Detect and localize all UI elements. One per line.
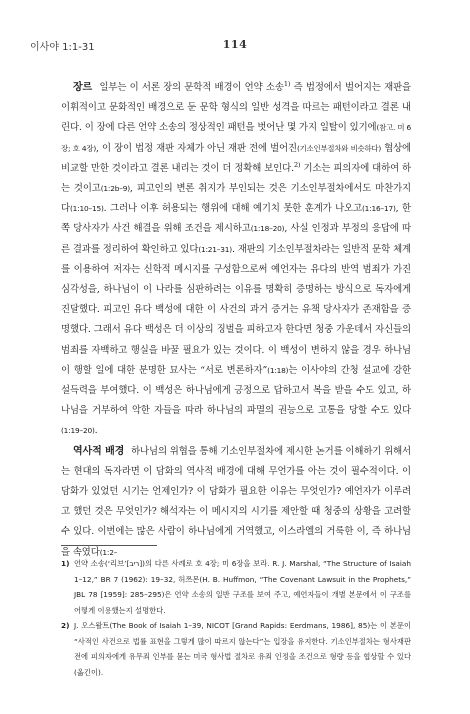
- paragraph-text: . 그러나 이후 허용되는 행위에 대해 예기치 못한 훈계가 나오고: [103, 203, 362, 215]
- footnote-marker[interactable]: 2): [293, 160, 301, 169]
- scripture-reference: (1:18): [267, 365, 289, 375]
- scripture-reference: (1:18–20): [250, 224, 285, 234]
- scripture-reference: (1:21–31): [198, 244, 232, 254]
- paragraph-text: 는 이사야의 간청 설교에 강한 설득력을 부여했다. 이 백성은 하나님에게 긍정으로 답하고서 복을 받을 수도 있고, 하나님을 거부하여 악한 자들을 따라 하나님의 파멸의 권능으로 고통을 당할 수도 있다: [61, 364, 412, 417]
- paragraph-text: , 한쪽 당사자가 사건 해결을 위해 조건을 제시하고: [61, 203, 411, 235]
- paragraph-text: 일부는 이 서론 장의 문학적 배경이 언약 소송: [99, 82, 284, 93]
- scripture-reference: (1:19–20): [61, 426, 95, 436]
- paragraph-text: , 피고인의 변론 취지가 부인되는 것은 기소인부절차에서도 마찬가지다: [61, 183, 411, 215]
- footnote-divider: [61, 545, 157, 546]
- footnote-number: 2): [61, 621, 70, 630]
- footnote-text: 언약 소송(‘리브’[ריב])의 다른 사례로 호 4장; 미 6장을 보라. R. J. Marshal, “The Structure of Isaiah 1–12,” BR 7 (1962): 19–32, 허쯔몬(H. B. Huffmon, “The Covenant Lawsuit in the Prophets,” JBL 78 [1959]: 285–295)은 언약 소송의 일반 구조를 보여 주고, 예언자들이 개별 본문에서 이 구조를 어떻게 이용했는지 설명한다.: [74, 559, 411, 615]
- paragraph-text: 즉 법정에서 벌어지는 재판을 이휘적이고 문화적인 배경으로 둔 문학 형식의 일반 성격을 따르는 패턴이라고 결론 내린다. 이 장에 다른 언약 소송의 정상적인 패턴을 벗어난 몇 가지 일탈이 있기에: [61, 82, 412, 134]
- section-heading-genre: 장르: [73, 82, 93, 93]
- footnotes: [61, 556, 411, 680]
- scripture-reference: (1:2–: [99, 547, 118, 557]
- footnote-text: J. 오스왈트(The Book of Isaiah 1–39, NICOT [Grand Rapids: Eerdmans, 1986], 85)는 이 본문이 “사적인 사건으로 법률 표현을 그렇게 많이 따르지 않는다”는 입장을 유지한다. 기소인부절차는 형사재판 전에 피의자에게 유무죄 인부를 묻는 미국 형사법 절차로 유죄 인정을 조건으로 형량 등을 협상할 수 있다(옮긴이).: [74, 621, 411, 677]
- paragraph-text: 기소는 피의자에 대하여 하는 것이고: [61, 162, 411, 195]
- paragraph-text: 하나님의 위협을 통해 기소인부절차에 제시한 논거를 이해하기 위해서는 현대의 독자라면 이 담화의 역사적 배경에 대해 무언가를 아는 것이 필수적이다. 이 담화가 있었던 시기는 언제인가? 이 담화가 필요한 이유는 무엇인가? 예언자가 이루려고 했던 것은 무엇인가? 해석자는 이 메시지의 시기를 제안할 때 청중의 상황을 고려할 수 있다. 이번에는 많은 사람이 하나님에게 거역했고, 이스라엘의 거룩한 이, 즉 하나님을 속였다: [61, 445, 411, 558]
- paragraph-text: . 재판의 기소인부절차라는 일반적 문학 체계를 이용하여 저자는 신학적 메시지를 구성함으로써 예언자는 유다의 반역 범죄가 가진 심각성을, 하나님이 이 나라를 심판하려는 이유를 명확히 증명하는 방식으로 독자에게 진달했다. 피고인 유다 백성에 대한 이 사건의 과거 증거는 유책 당사자가 존재함을 증명했다. 그래서 유다 백성은 더 이상의 징벌을 피하고자 한다면 청중 가운데서 자신들의 범죄를 자백하고 행실을 바꿀 필요가 있는 것이다. 이 백성이 변하지 않을 경우 하나님이 행할 일에 대한 분명한 묘사는 “서로 변론하자”: [61, 243, 411, 376]
- section-heading-historical-background: 역사적 배경: [73, 445, 125, 457]
- scripture-reference: (1:2b–9): [100, 184, 130, 194]
- page-number: 114: [222, 38, 248, 51]
- footnote-1: [61, 556, 411, 618]
- scripture-reference: (1:16–17): [361, 204, 396, 214]
- parenthetical-note: (기소인부절차와 비슷하다): [296, 143, 382, 153]
- footnote-number: 1): [61, 559, 70, 568]
- footnote-marker[interactable]: 1): [283, 80, 291, 88]
- scripture-reference: (참고. 미 6장; 호 4장): [61, 123, 412, 153]
- paragraph-text: , 이 장이 법정 재판 자체가 아닌 재판 전에 벌어진: [96, 142, 297, 154]
- paragraph-text: , 사실 인정과 부정의 응답에 따른 결과를 정리하여 확인하고 있다: [61, 223, 411, 255]
- running-title: 이사야 1:1-31: [30, 42, 95, 53]
- footnote-2: [61, 618, 411, 680]
- scripture-reference: (1:10–15): [69, 204, 104, 214]
- paragraph-text: .: [94, 425, 98, 437]
- main-text: [61, 78, 411, 563]
- paragraph-text: 협상에 비교할 만한 것이라고 결론 내리는 것이 더 정확해 보인다.: [61, 142, 411, 174]
- paragraph-genre: [61, 78, 411, 442]
- page-header: [30, 38, 440, 54]
